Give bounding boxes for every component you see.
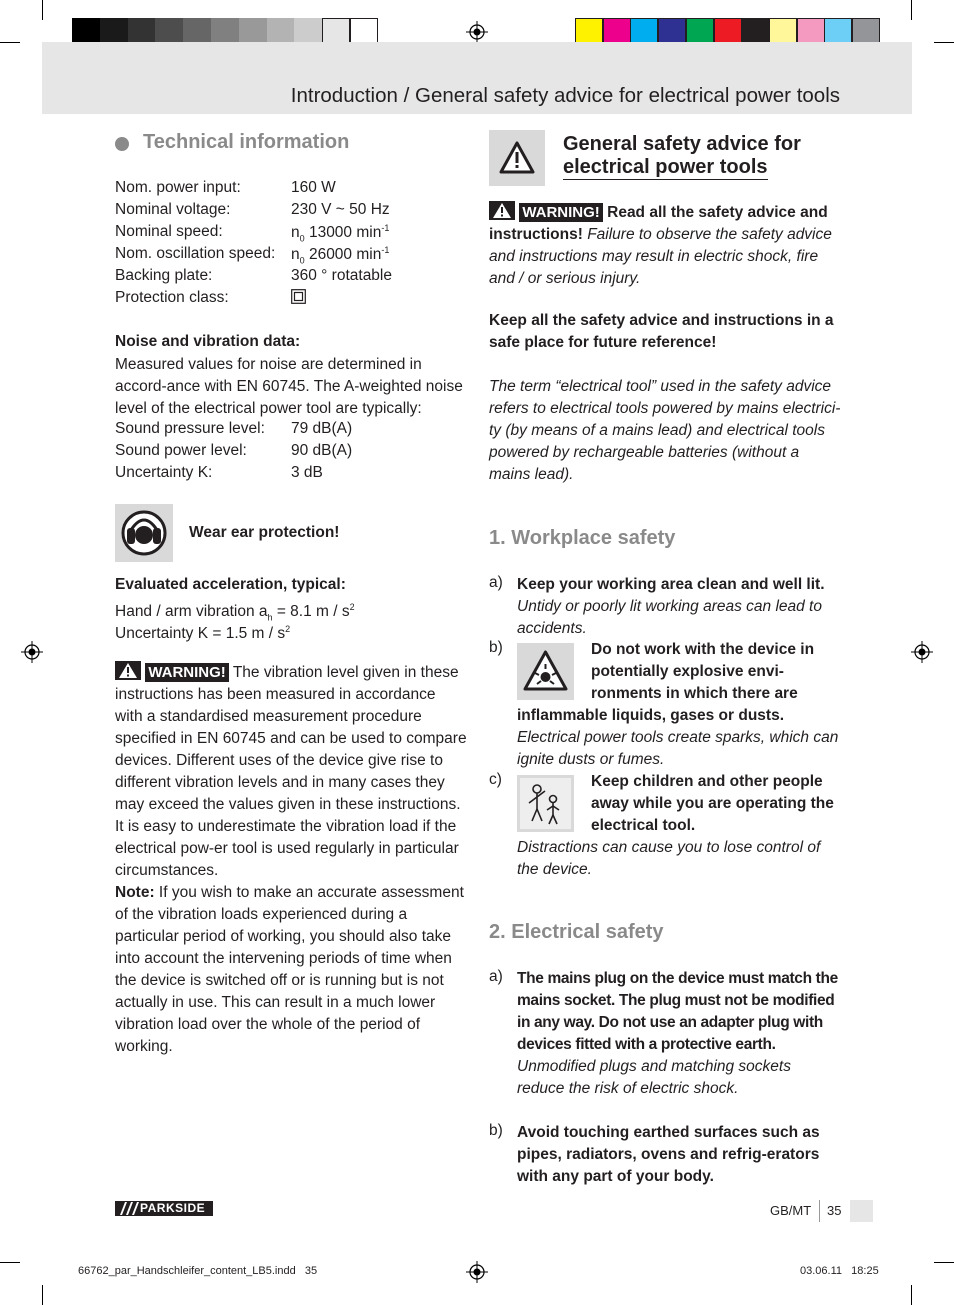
crop-mark: [42, 1285, 43, 1305]
electrical-item-a: The mains plug on the device must match the mains socket. The plug must not be modified in any way. Do not use an adapter plug with devices fitted with a protective earth. Unmodified plugs and matching sockets reduce the risk of electric shock.: [517, 970, 838, 1097]
footer-divider: [819, 1200, 820, 1222]
parkside-stripes-icon: [118, 1201, 142, 1216]
electrical-safety-title: 2. Electrical safety: [489, 921, 664, 943]
footer-file-info: 66762_par_Handschleifer_content_LB5.indd 35: [78, 1265, 318, 1277]
spec-label: Nominal voltage:: [115, 201, 231, 218]
workplace-item-b-bold-cont: inflammable liquids, gases or dusts.: [517, 707, 785, 724]
noise-label: Uncertainty K:: [115, 464, 213, 481]
noise-value-row: [115, 442, 353, 460]
safety-warning-pictogram: [489, 130, 545, 186]
registration-mark-icon: [466, 21, 488, 43]
acceleration-heading: Evaluated acceleration, typical:: [115, 576, 346, 593]
explosive-environment-pictogram: [517, 643, 574, 700]
acceleration-line-1: Hand / arm vibration $a_h = 8.1$ m / $s^2$: [115, 602, 355, 623]
spec-label: Nominal speed:: [115, 223, 223, 240]
registration-mark-icon: [21, 641, 43, 663]
technical-information-title: Technical information: [143, 131, 350, 153]
warning-triangle-icon: [115, 661, 141, 680]
keep-children-away-pictogram: [517, 775, 574, 832]
warning-label: WARNING!: [145, 663, 229, 682]
spec-row: [115, 267, 392, 285]
page-number: 35: [827, 1203, 842, 1218]
ear-protection-text: Wear ear protection!: [189, 524, 340, 541]
list-letter: c): [489, 771, 502, 788]
section-bullet-icon: [115, 137, 129, 151]
safety-title-line-2: electrical power tools: [563, 156, 768, 178]
warning-text: The vibration level given in these instructions has been measured in accordance with a standardised measurement procedure specified in EN 60745 and can be used to compare devices. Different uses of the device give rise to different vibration levels and in many cases they may exceed the values given in these instructions. It is easy to underestimate the vibration load if the electrical pow-er tool is used regularly in particular circumstances.: [115, 664, 467, 879]
spec-row: [115, 289, 229, 307]
crop-mark: [934, 1262, 954, 1263]
note-paragraph: [115, 882, 467, 1058]
ear-protection-pictogram: [115, 504, 173, 562]
electrical-item-b: Avoid touching earthed surfaces such as pipes, radiators, ovens and refrig-erators with any part of your body.: [517, 1124, 820, 1185]
spec-label: Nom. power input:: [115, 179, 241, 196]
spec-value: 360 ° rotatable: [291, 267, 392, 284]
spec-row: [115, 223, 390, 244]
noise-text: Measured values for noise are determined in accord-ance with EN 60745. The A-weighted noise level of the electrical power tool are typically:: [115, 356, 463, 417]
noise-value-row: [115, 420, 353, 438]
noise-value: 90 dB(A): [291, 442, 353, 459]
workplace-item-a: Keep your working area clean and well lit. Untidy or poorly lit working areas can lead to accidents.: [517, 576, 825, 637]
list-letter: a): [489, 574, 503, 591]
warning-italic-text: Failure to observe the safety advice and instructions may result in electric shock, fire and / or serious injury.: [489, 226, 832, 287]
spec-row: [115, 201, 390, 219]
noise-label: Sound power level:: [115, 442, 247, 459]
page-header-title: Introduction / General safety advice for electrical power tools: [290, 84, 840, 107]
spec-row: [115, 245, 390, 266]
noise-value: 3 dB: [291, 464, 323, 481]
warning-bold-text: Read all the safety advice and instructions!: [489, 204, 828, 243]
brand-name: PARKSIDE: [140, 1201, 206, 1215]
children-away-icon: [517, 775, 574, 832]
parkside-logo: [115, 1201, 213, 1216]
acceleration-line-2: Uncertainty K = 1.5 m / $s^2$: [115, 624, 291, 643]
warning-triangle-icon: [489, 201, 515, 220]
spec-label: Nom. oscillation speed:: [115, 245, 276, 262]
spec-row: [115, 179, 336, 197]
noise-heading: Noise and vibration data:: [115, 333, 301, 350]
electrical-tool-term-text: The term “electrical tool” used in the safety advice refers to electrical tools powered by mains electrici-ty (by means of a mains lead) and electrical tools powered by rechargeable batteries (without a mains lead).: [489, 378, 841, 483]
general-warning: [489, 201, 841, 290]
workplace-safety-title: 1. Workplace safety: [489, 527, 676, 549]
page-number-box: [850, 1200, 873, 1222]
spec-value: 230 V ~ 50 Hz: [291, 201, 390, 218]
warning-label: WARNING!: [519, 203, 603, 222]
safety-title-line-1: General safety advice for: [563, 133, 801, 155]
spec-value: $n_0$ 13000 $\min^{-1}$: [291, 223, 390, 244]
footer-region: GB/MT: [770, 1203, 812, 1218]
registration-mark-icon: [466, 1261, 488, 1283]
keep-instructions-text: Keep all the safety advice and instructions in a safe place for future reference!: [489, 312, 834, 351]
crop-mark: [0, 1262, 20, 1263]
crop-mark: [42, 0, 43, 20]
vibration-warning: [115, 661, 467, 882]
protection-class-ii-icon: [291, 289, 306, 307]
crop-mark: [0, 42, 20, 43]
warning-triangle-icon: [489, 130, 545, 186]
spec-value: $n_0$ 26000 $\min^{-1}$: [291, 245, 390, 266]
crop-mark: [934, 42, 954, 43]
list-letter: a): [489, 968, 503, 985]
ear-protection-icon: [115, 504, 173, 562]
noise-value-row: [115, 464, 323, 482]
workplace-item-c-bold: Keep children and other people away while you are operating the electrical tool.: [591, 773, 834, 834]
note-text: If you wish to make an accurate assessment of the vibration loads experienced during a particular period of working, you should also take into account the intervening periods of time when the device is switched off or is running but is not actually in use. This can result in a much lower vibration load over the whole of the period of working.: [115, 884, 464, 1055]
workplace-item-b-bold: Do not work with the device in potentially explosive envi-ronments in which there are: [591, 641, 815, 702]
spec-value: 160 W: [291, 179, 336, 196]
explosion-warning-icon: [517, 643, 574, 700]
list-letter: b): [489, 639, 503, 656]
safety-title: [563, 133, 801, 180]
footer-date: 03.06.11 18:25: [800, 1265, 879, 1277]
spec-label: Backing plate:: [115, 267, 213, 284]
crop-mark: [911, 0, 912, 20]
crop-mark: [911, 1285, 912, 1305]
noise-label: Sound pressure level:: [115, 420, 265, 437]
list-letter: b): [489, 1122, 503, 1139]
workplace-item-b-italic: Electrical power tools create sparks, which can ignite dusts or fumes.: [517, 729, 839, 768]
workplace-item-c-italic: Distractions can cause you to lose control of the device.: [517, 839, 821, 878]
spec-label: Protection class:: [115, 289, 229, 306]
noise-value: 79 dB(A): [291, 420, 353, 437]
registration-mark-icon: [911, 641, 933, 663]
note-label: Note:: [115, 884, 155, 901]
